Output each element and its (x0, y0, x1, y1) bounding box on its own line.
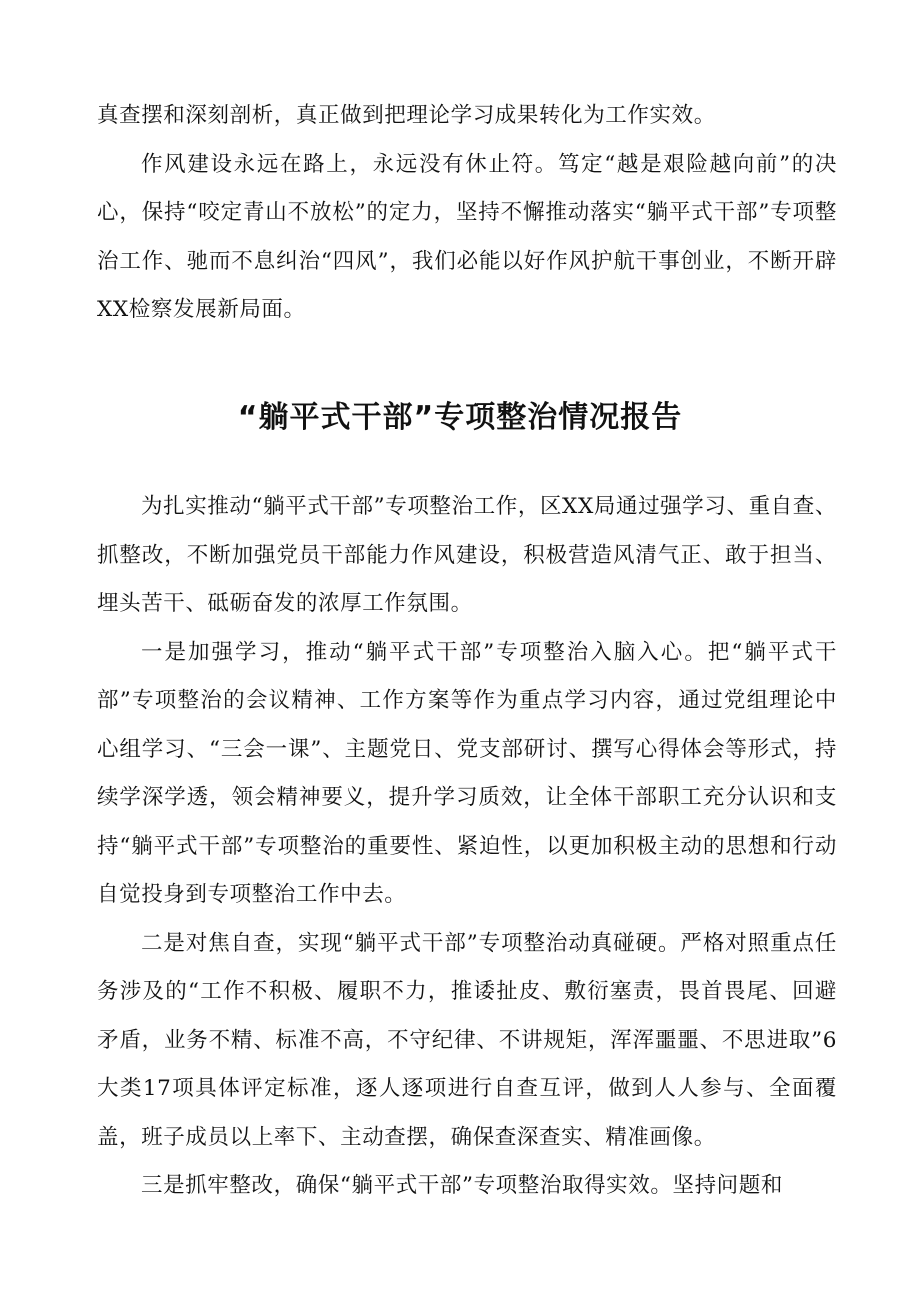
previous-section (97, 92, 837, 335)
self-check-paragraph: 二是对焦自查，实现“躺平式干部”专项整治动真碰硬。严格对照重点任务涉及的“工作不积极、履职不力，推诿扯皮、敷衍塞责，畏首畏尾、回避矛盾，业务不精、标准不高，不守纪律、不讲规矩，浑浑噩噩、不思进取”6大类17项具体评定标准，逐人逐项进行自查互评，做到人人参与、全面覆盖，班子成员以上率下、主动查摆，确保查深查实、精准画像。 (97, 930, 837, 1150)
study-paragraph: 一是加强学习，推动“躺平式干部”专项整治入脑入心。把“躺平式干部”专项整治的会议精神、工作方案等作为重点学习内容，通过党组理论中心组学习、“三会一课”、主题党日、党支部研讨、撰写心得体会等形式，持续学深学透，领会精神要义，提升学习质效，让全体干部职工充分认识和支持“躺平式干部”专项整治的重要性、紧迫性，以更加积极主动的思想和行动自觉投身到专项整治工作中去。 (97, 639, 837, 907)
report-body (97, 483, 837, 1211)
continuation-paragraph: 真查摆和深刻剖析，真正做到把理论学习成果转化为工作实效。 (97, 103, 716, 128)
intro-paragraph: 为扎实推动“躺平式干部”专项整治工作，区XX局通过强学习、重自查、抓整改，不断加强党员干部能力作风建设，积极营造风清气正、敢于担当、埋头苦干、砥砺奋发的浓厚工作氛围。 (97, 494, 837, 616)
rectification-paragraph: 三是抓牢整改，确保“躺平式干部”专项整治取得实效。坚持问题和 (141, 1173, 783, 1198)
report-title: “躺平式干部”专项整治情况报告 (237, 400, 683, 435)
closing-paragraph: 作风建设永远在路上，永远没有休止符。笃定“越是艰险越向前”的决心，保持“咬定青山不放松”的定力，坚持不懈推动落实“躺平式干部”专项整治工作、驰而不息纠治“四风”，我们必能以好作风护航干事创业，不断开辟XX检察发展新局面。 (97, 151, 837, 322)
